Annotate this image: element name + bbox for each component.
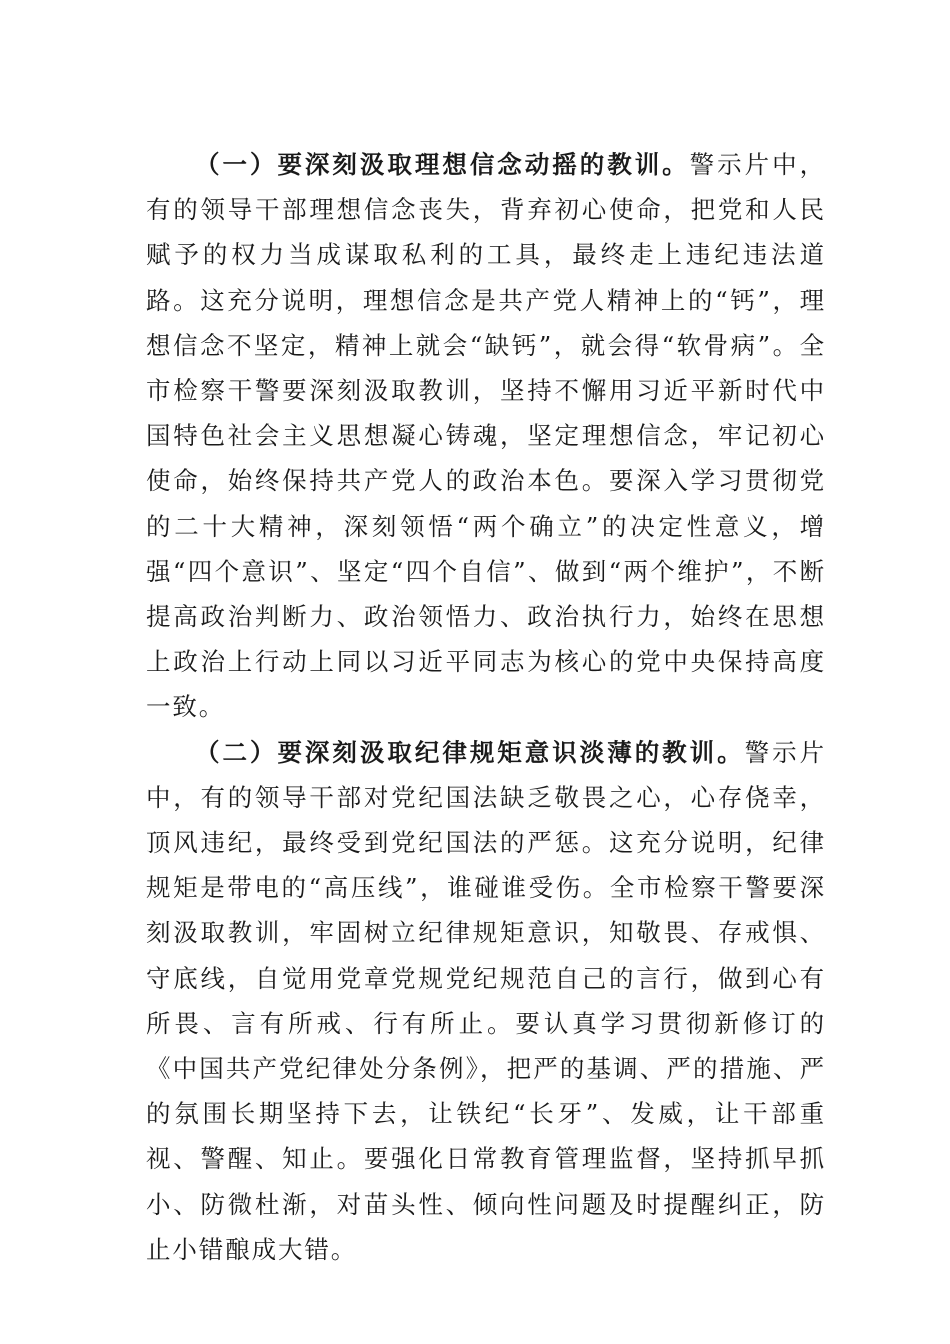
- paragraph-1-body: 警示片中，有的领导干部理想信念丧失，背弃初心使命，把党和人民赋予的权力当成谋取私利的工具，最终走上违纪违法道路。这充分说明，理想信念是共产党人精神上的“钙”，理想信念不坚定，精神上就会“缺钙”，就会得“软骨病”。全市检察干警要深刻汲取教训，坚持不懈用习近平新时代中国特色社会主义思想凝心铸魂，坚定理想信念，牢记初心使命，始终保持共产党人的政治本色。要深入学习贯彻党的二十大精神，深刻领悟“两个确立”的决定性意义，增强“四个意识”、坚定“四个自信”、做到“两个维护”，不断提高政治判断力、政治领悟力、政治执行力，始终在思想上政治上行动上同以习近平同志为核心的党中央保持高度一致。: [146, 150, 826, 722]
- paragraph-1: [146, 142, 826, 730]
- paragraph-2: [146, 730, 826, 1272]
- paragraph-1-heading: （一）要深刻汲取理想信念动摇的教训。: [195, 150, 690, 179]
- paragraph-2-body: 警示片中，有的领导干部对党纪国法缺乏敬畏之心，心存侥幸，顶风违纪，最终受到党纪国法的严惩。这充分说明，纪律规矩是带电的“高压线”，谁碰谁受伤。全市检察干警要深刻汲取教训，牢固树立纪律规矩意识，知敬畏、存戒惧、守底线，自觉用党章党规党纪规范自己的言行，做到心有所畏、言有所戒、行有所止。要认真学习贯彻新修订的《中国共产党纪律处分条例》，把严的基调、严的措施、严的氛围长期坚持下去，让铁纪“长牙”、发威，让干部重视、警醒、知止。要强化日常教育管理监督，坚持抓早抓小、防微杜渐，对苗头性、倾向性问题及时提醒纠正，防止小错酿成大错。: [146, 737, 827, 1264]
- document-body: [146, 142, 826, 1272]
- paragraph-2-heading: （二）要深刻汲取纪律规矩意识淡薄的教训。: [195, 737, 745, 767]
